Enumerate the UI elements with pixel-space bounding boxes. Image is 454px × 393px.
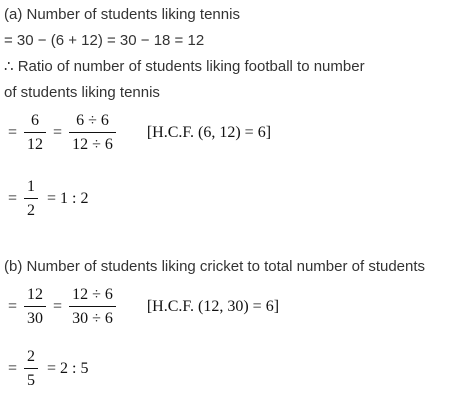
part-a-ratio-fractions	[6, 112, 271, 154]
fraction-denominator: 12 ÷ 6	[72, 136, 113, 153]
fraction-bar	[24, 132, 46, 133]
part-b-heading: (b) Number of students liking cricket to total number of students	[4, 258, 426, 275]
ratio-result: = 2 : 5	[47, 360, 89, 377]
fraction-numerator: 12 ÷ 6	[72, 286, 113, 303]
hcf-note: [H.C.F. (6, 12) = 6]	[146, 124, 272, 141]
fraction-6-over-12	[24, 112, 46, 154]
fraction-denominator: 30 ÷ 6	[72, 310, 113, 327]
equals-sign: =	[8, 124, 18, 141]
fraction-numerator: 12	[27, 286, 44, 303]
equals-sign: =	[8, 360, 18, 377]
fraction-bar	[24, 306, 46, 307]
fraction-12-over-30	[24, 286, 46, 328]
fraction-numerator: 6 ÷ 6	[76, 112, 109, 129]
part-b-ratio-fractions	[6, 286, 279, 328]
fraction-bar	[24, 198, 38, 199]
fraction-numerator: 6	[31, 112, 40, 129]
fraction-divided-by-hcf	[69, 112, 116, 154]
part-a-therefore-line-1: ∴ Ratio of number of students liking football to number	[4, 58, 365, 75]
equals-sign: =	[53, 298, 63, 315]
fraction-bar	[69, 132, 116, 133]
fraction-divided-by-hcf	[69, 286, 116, 328]
fraction-denominator: 12	[27, 136, 44, 153]
part-a-simplified-ratio	[6, 178, 89, 220]
ratio-result: = 1 : 2	[47, 190, 89, 207]
fraction-denominator: 30	[27, 310, 44, 327]
equals-sign: =	[53, 124, 63, 141]
part-a-therefore-line-2: of students liking tennis	[4, 84, 160, 101]
equals-sign: =	[8, 298, 18, 315]
hcf-note: [H.C.F. (12, 30) = 6]	[146, 298, 280, 315]
equals-sign: =	[8, 190, 18, 207]
fraction-numerator: 2	[27, 348, 36, 365]
part-a-tennis-calculation: = 30 − (6 + 12) = 30 − 18 = 12	[4, 32, 205, 49]
fraction-2-over-5	[24, 348, 38, 390]
fraction-bar	[24, 368, 38, 369]
fraction-numerator: 1	[27, 178, 36, 195]
part-b-simplified-ratio	[6, 348, 89, 390]
fraction-bar	[69, 306, 116, 307]
fraction-denominator: 2	[27, 202, 36, 219]
part-a-heading: (a) Number of students liking tennis	[4, 6, 240, 23]
fraction-denominator: 5	[27, 372, 36, 389]
fraction-1-over-2	[24, 178, 38, 220]
